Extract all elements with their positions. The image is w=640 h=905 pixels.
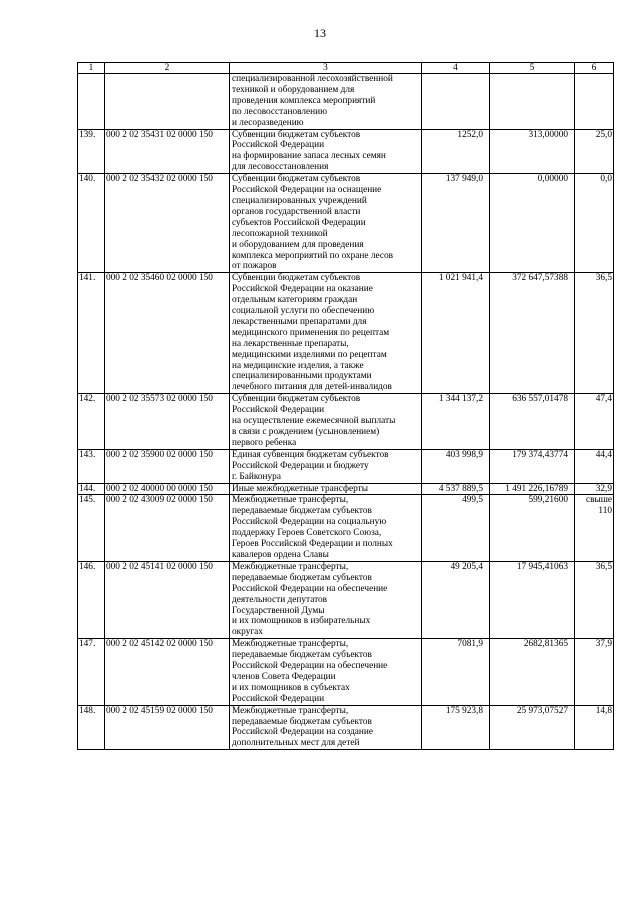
table-row (78, 74, 614, 130)
planned-amount-cell: 49 205,4 (422, 561, 490, 638)
description-cell (230, 705, 422, 750)
description-cell (230, 449, 422, 483)
description-line: техникой и оборудованием для (232, 84, 355, 95)
table-row (78, 561, 614, 638)
actual-amount-cell: 179 374,43774 (490, 449, 575, 483)
description-line: отдельным категориям граждан (232, 295, 358, 306)
percent-cell: 0,0 (575, 174, 614, 273)
description-line: Российской Федерации и бюджету (232, 460, 369, 471)
description-line: Межбюджетные трансферты, (232, 495, 349, 506)
column-number-3: 3 (230, 63, 422, 74)
description-line: Российской Федерации на оснащение (232, 185, 382, 196)
budget-code-cell: 000 2 02 45159 02 0000 150 (105, 705, 230, 750)
actual-amount-cell: 313,00000 (490, 129, 575, 174)
row-number-cell: 146. (78, 561, 105, 638)
description-line: Субвенции бюджетам субъектов (232, 129, 361, 140)
planned-amount-cell (422, 74, 490, 130)
description-line: Российской Федерации (232, 405, 325, 416)
planned-amount-cell: 175 923,8 (422, 705, 490, 750)
table-row (78, 394, 614, 450)
description-cell (230, 174, 422, 273)
description-cell (230, 129, 422, 174)
description-line: передаваемые бюджетам субъектов (232, 506, 372, 517)
planned-amount-cell: 1252,0 (422, 129, 490, 174)
row-number-cell: 141. (78, 273, 105, 394)
table-row (78, 495, 614, 561)
description-line: и их помощников в избирательных (232, 616, 371, 627)
row-number-cell: 142. (78, 394, 105, 450)
percent-cell (575, 74, 614, 130)
description-line: для лесовосстановления (232, 162, 329, 173)
description-line: Российской Федерации на обеспечение (232, 661, 388, 672)
table-row (78, 705, 614, 750)
description-cell (230, 639, 422, 705)
description-line: и лесоразведению (232, 117, 304, 128)
description-line: поддержку Героев Советского Союза, (232, 528, 382, 539)
description-line: передаваемые бюджетам субъектов (232, 650, 372, 661)
planned-amount-cell: 499,5 (422, 495, 490, 561)
description-line: лесопожарной техникой (232, 228, 328, 239)
row-number-cell: 145. (78, 495, 105, 561)
budget-code-cell: 000 2 02 35431 02 0000 150 (105, 129, 230, 174)
description-line: Российской Федерации на оказание (232, 284, 373, 295)
planned-amount-cell: 1 021 941,4 (422, 273, 490, 394)
budget-code-cell: 000 2 02 35460 02 0000 150 (105, 273, 230, 394)
actual-amount-cell: 25 973,07527 (490, 705, 575, 750)
description-line: специализированных учреждений (232, 195, 367, 206)
description-line: на медицинские изделия, а также (232, 360, 364, 371)
percent-cell: 36,5 (575, 561, 614, 638)
description-line: органов государственной власти (232, 206, 361, 217)
description-line: субъектов Российской Федерации (232, 217, 366, 228)
table-row (78, 174, 614, 273)
percent-cell: 36,5 (575, 273, 614, 394)
description-line: Российской Федерации на обеспечение (232, 583, 388, 594)
description-cell (230, 495, 422, 561)
description-line: г. Байконура (232, 471, 281, 482)
description-line: от пожаров (232, 261, 277, 272)
percent-cell: свыше 110 (575, 495, 614, 561)
table-row (78, 483, 614, 495)
column-number-1: 1 (78, 63, 105, 74)
page-number: 13 (314, 26, 326, 40)
description-line: Государственной Думы (232, 605, 325, 616)
actual-amount-cell: 2682,81365 (490, 639, 575, 705)
planned-amount-cell: 7081,9 (422, 639, 490, 705)
actual-amount-cell: 372 647,57388 (490, 273, 575, 394)
planned-amount-cell: 403 998,9 (422, 449, 490, 483)
column-number-4: 4 (422, 63, 490, 74)
planned-amount-cell: 4 537 889,5 (422, 483, 490, 495)
actual-amount-cell: 1 491 226,16789 (490, 483, 575, 495)
percent-cell: 32,9 (575, 483, 614, 495)
description-line: Российской Федерации на социальную (232, 517, 387, 528)
actual-amount-cell: 17 945,41063 (490, 561, 575, 638)
description-line: Субвенции бюджетам субъектов (232, 394, 361, 405)
description-line: первого ребенка (232, 437, 297, 448)
description-line: деятельности депутатов (232, 594, 328, 605)
description-line: Межбюджетные трансферты, (232, 705, 349, 716)
description-line: лечебного питания для детей-инвалидов (232, 382, 392, 393)
description-line: Героев Российской Федерации и полных (232, 539, 393, 550)
description-line: Российской Федерации (232, 693, 325, 704)
row-number-cell: 140. (78, 174, 105, 273)
description-line: передаваемые бюджетам субъектов (232, 716, 372, 727)
description-line: медицинского применения по рецептам (232, 327, 390, 338)
description-line: лекарственными препаратами для (232, 316, 367, 327)
column-number-6: 6 (575, 63, 614, 74)
description-line: медицинскими изделиями по рецептам (232, 349, 387, 360)
percent-cell: 25,0 (575, 129, 614, 174)
table-row (78, 639, 614, 705)
description-line: в связи с рождением (усыновлением) (232, 427, 380, 437)
percent-cell: 14,8 (575, 705, 614, 750)
percent-cell: 44,4 (575, 449, 614, 483)
percent-cell: 47,4 (575, 394, 614, 450)
description-line: Межбюджетные трансферты, (232, 639, 349, 650)
description-line: Субвенции бюджетам субъектов (232, 174, 361, 185)
actual-amount-cell: 599,21600 (490, 495, 575, 561)
budget-code-cell: 000 2 02 45141 02 0000 150 (105, 561, 230, 638)
column-number-row (78, 63, 614, 74)
row-number-cell: 148. (78, 705, 105, 750)
description-line: на осуществление ежемесячной выплаты (232, 416, 396, 427)
budget-code-cell: 000 2 02 43009 02 0000 150 (105, 495, 230, 561)
description-cell (230, 273, 422, 394)
description-line: членов Совета Федерации (232, 671, 336, 682)
budget-code-cell: 000 2 02 40000 00 0000 150 (105, 483, 230, 495)
description-line: Субвенции бюджетам субъектов (232, 273, 361, 284)
actual-amount-cell: 0,00000 (490, 174, 575, 273)
description-line: Российской Федерации на создание (232, 727, 374, 738)
row-number-cell: 139. (78, 129, 105, 174)
description-line: на формирование запаса лесных семян (232, 151, 386, 162)
budget-code-cell: 000 2 02 45142 02 0000 150 (105, 639, 230, 705)
description-line: Межбюджетные трансферты, (232, 561, 349, 572)
description-line: Единая субвенция бюджетам субъектов (232, 449, 389, 460)
description-line: округах (232, 627, 263, 638)
description-line: комплекса мероприятий по охране лесов (232, 250, 394, 261)
description-line: передаваемые бюджетам субъектов (232, 572, 372, 583)
planned-amount-cell: 1 344 137,2 (422, 394, 490, 450)
row-number-cell: 143. (78, 449, 105, 483)
description-cell (230, 483, 422, 495)
description-line: и оборудованием для проведения (232, 239, 364, 250)
description-cell (230, 74, 422, 130)
description-line: на лекарственные препараты, (232, 338, 349, 349)
budget-table (77, 62, 614, 750)
description-line: проведения комплекса мероприятий (232, 95, 376, 106)
description-line: дополнительных мест для детей (232, 738, 360, 749)
description-line: специализированными продуктами (232, 371, 372, 382)
column-number-2: 2 (105, 63, 230, 74)
row-number-cell (78, 74, 105, 130)
description-line: по лесовосстановлению (232, 106, 328, 117)
table-row (78, 449, 614, 483)
description-line: и их помощников в субъектах (232, 682, 350, 693)
description-line: кавалеров ордена Славы (232, 549, 329, 560)
description-line: Российской Федерации (232, 140, 325, 151)
description-line: Иные межбюджетные трансферты (232, 483, 368, 494)
description-cell (230, 561, 422, 638)
table-row (78, 273, 614, 394)
budget-code-cell: 000 2 02 35432 02 0000 150 (105, 174, 230, 273)
table-body (78, 63, 614, 750)
budget-code-cell (105, 74, 230, 130)
table-row (78, 129, 614, 174)
column-number-5: 5 (490, 63, 575, 74)
row-number-cell: 144. (78, 483, 105, 495)
actual-amount-cell: 636 557,01478 (490, 394, 575, 450)
row-number-cell: 147. (78, 639, 105, 705)
description-line: социальной услуги по обеспечению (232, 306, 375, 317)
percent-cell: 37,9 (575, 639, 614, 705)
description-line: специализированной лесохозяйственной (232, 74, 393, 84)
planned-amount-cell: 137 949,0 (422, 174, 490, 273)
actual-amount-cell (490, 74, 575, 130)
description-cell (230, 394, 422, 450)
budget-code-cell: 000 2 02 35573 02 0000 150 (105, 394, 230, 450)
budget-code-cell: 000 2 02 35900 02 0000 150 (105, 449, 230, 483)
